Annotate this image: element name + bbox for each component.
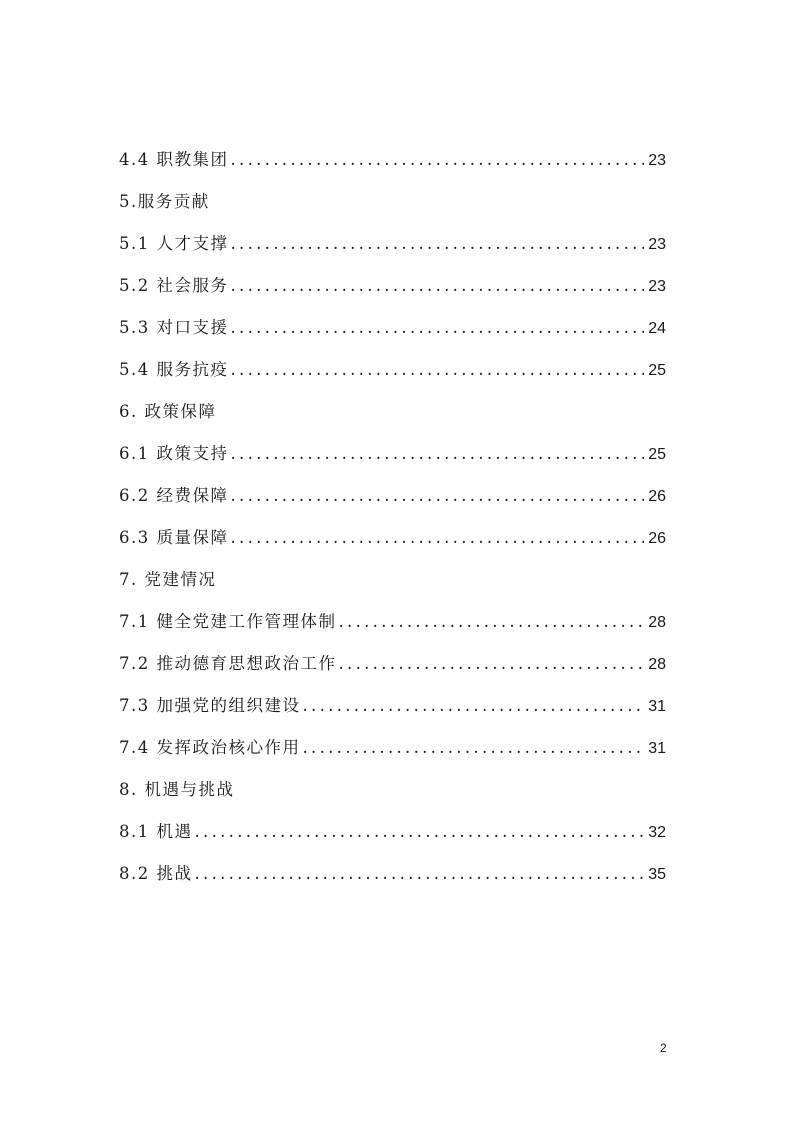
toc-section-heading[interactable]: [119, 189, 666, 231]
toc-dot-leader: [339, 651, 645, 677]
toc-entry-title: 4.4 职教集团: [119, 150, 229, 169]
toc-entry-title: 6.1 政策支持: [119, 444, 229, 463]
toc-entry-title: 5.4 服务抗疫: [119, 360, 229, 379]
toc-entry-page: 32: [648, 824, 666, 841]
toc-entry[interactable]: [119, 693, 666, 735]
toc-entry-title: 6.3 质量保障: [119, 528, 229, 547]
toc-section-heading[interactable]: [119, 777, 666, 819]
toc-dot-leader: [231, 231, 645, 257]
page-number: 2: [660, 1041, 667, 1055]
toc-entry-page: 35: [648, 866, 666, 883]
toc-entry-page: 24: [648, 320, 666, 337]
toc-dot-leader: [195, 861, 645, 887]
toc-entry[interactable]: [119, 315, 666, 357]
toc-entry[interactable]: [119, 735, 666, 777]
toc-dot-leader: [303, 693, 645, 719]
toc-entry[interactable]: [119, 357, 666, 399]
toc-entry-title: 6.2 经费保障: [119, 486, 229, 505]
toc-entry-title: 8.1 机遇: [119, 822, 193, 841]
toc-entry-page: 25: [648, 362, 666, 379]
toc-dot-leader: [231, 315, 645, 341]
toc-dot-leader: [303, 735, 645, 761]
toc-entry-page: 26: [648, 488, 666, 505]
toc-entry[interactable]: [119, 651, 666, 693]
toc-entry-page: 25: [648, 446, 666, 463]
toc-section-heading[interactable]: [119, 399, 666, 441]
toc-dot-leader: [231, 147, 645, 173]
toc-dot-leader: [231, 483, 645, 509]
toc-dot-leader: [339, 609, 645, 635]
toc-entry[interactable]: [119, 525, 666, 567]
toc-entry[interactable]: [119, 273, 666, 315]
toc-entry-page: 23: [648, 236, 666, 253]
toc-entry[interactable]: [119, 231, 666, 273]
toc-entry-page: 23: [648, 152, 666, 169]
toc-entry[interactable]: [119, 819, 666, 861]
toc-entry-title: 5.服务贡献: [119, 192, 210, 211]
toc-entry-title: 8. 机遇与挑战: [119, 780, 235, 799]
toc-entry[interactable]: [119, 441, 666, 483]
toc-entry-title: 7. 党建情况: [119, 570, 217, 589]
toc-entry-page: 26: [648, 530, 666, 547]
toc-dot-leader: [231, 525, 645, 551]
toc-dot-leader: [231, 441, 645, 467]
toc-entry-title: 7.4 发挥政治核心作用: [119, 738, 301, 757]
toc-entry-title: 8.2 挑战: [119, 864, 193, 883]
toc-entry-title: 7.2 推动德育思想政治工作: [119, 654, 337, 673]
toc-section-heading[interactable]: [119, 567, 666, 609]
toc-dot-leader: [195, 819, 645, 845]
toc-entry-title: 5.1 人才支撑: [119, 234, 229, 253]
toc-dot-leader: [231, 273, 645, 299]
toc-entry[interactable]: [119, 147, 666, 189]
toc-entry-title: 5.2 社会服务: [119, 276, 229, 295]
toc-entry-page: 31: [648, 740, 666, 757]
toc-entry-title: 5.3 对口支援: [119, 318, 229, 337]
toc-entry-title: 6. 政策保障: [119, 402, 217, 421]
toc-entry[interactable]: [119, 861, 666, 903]
toc-entry-page: 31: [648, 698, 666, 715]
toc-entry-title: 7.3 加强党的组织建设: [119, 696, 301, 715]
toc-dot-leader: [231, 357, 645, 383]
toc-entry-page: 28: [648, 614, 666, 631]
toc-entry-title: 7.1 健全党建工作管理体制: [119, 612, 337, 631]
table-of-contents: [119, 147, 666, 903]
toc-entry[interactable]: [119, 609, 666, 651]
toc-entry-page: 28: [648, 656, 666, 673]
toc-entry-page: 23: [648, 278, 666, 295]
toc-entry[interactable]: [119, 483, 666, 525]
